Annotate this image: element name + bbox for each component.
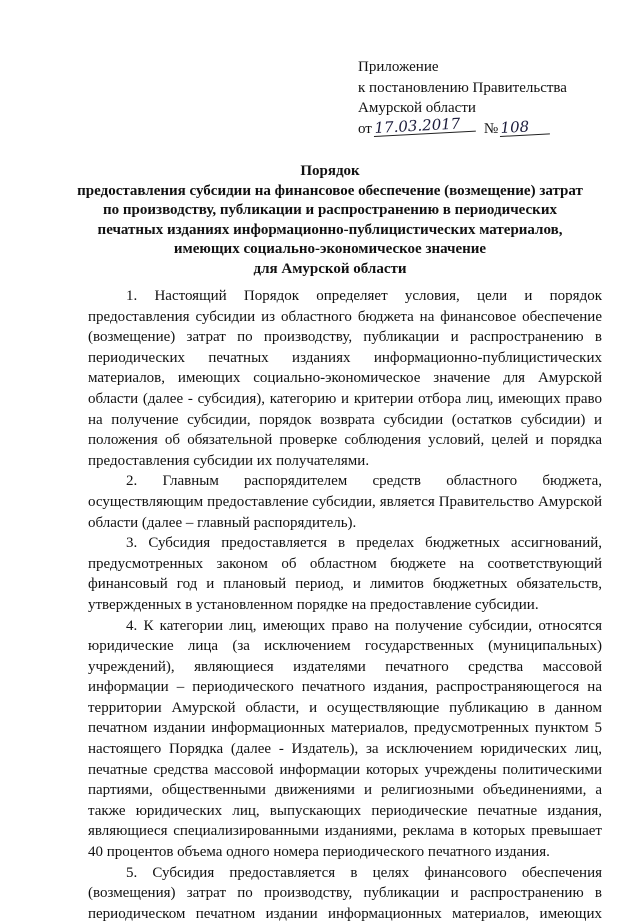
handwritten-number: 108 [499,117,550,137]
handwritten-date: 17.03.2017 [373,114,476,136]
title-line-2: по производству, публикации и распространению в периодических [103,202,557,218]
paragraph-4: 4. К категории лиц, имеющих право на получение субсидии, относятся юридические лица (за исключением государственных (муниципальных) учреждений), являющиеся издателями печатного средства массовой информации – периодического печатного издания, распространяющегося на территории Амурской области, и осуществляющие публикацию в данном печатном издании информационных материалов, предусмотренных пунктом 5 настоящего Порядка (далее - Издатель), за исключением юридических лиц, печатные средства массовой информации которых учреждены политическими партиями, общественными движениями и религиозными объединениями, а также юридических лиц, выпускающих периодические печатные издания, являющиеся специализированными изданиями, реклама в которых превышает 40 процентов объема одного номера периодического печатного издания. [88,617,602,861]
title-heading: Порядок [300,163,360,179]
paragraph-5: 5. Субсидия предоставляется в целях финансового обеспечения (возмещения) затрат по производству, публикации и распространению в периодическом печатном издании информационных материалов, имеющих [88,864,602,922]
annex-header [358,57,618,139]
annex-label: Приложение [358,59,439,75]
number-prefix: № [483,120,499,137]
document-title [60,162,600,279]
title-line-3: печатных изданиях информационно-публицистических материалов, [97,221,563,238]
title-line-1: предоставления субсидии на финансовое обеспечение (возмещение) затрат [77,182,583,199]
title-line-5: для Амурской области [253,260,407,277]
paragraph-1: 1. Настоящий Порядок определяет условия, цели и порядок предоставления субсидии из областного бюджета на финансовое обеспечение (возмещение) затрат по производству, публикации и распространению в периодических печатных изданиях информационно-публицистических материалов, имеющих социально-экономическое значение для Амурской области (далее - субсидия), категорию и критерии отбора лиц, имеющих право на получение субсидии, порядок возврата субсидии (остатков субсидии) и положения об обязательной проверке соблюдения условий, целей и порядка предоставления субсидии их получателями. [88,288,602,469]
paragraph-3: 3. Субсидия предоставляется в пределах бюджетных ассигнований, предусмотренных законом об областном бюджете на соответствующий финансовый год и плановый период, и лимитов бюджетных обязательств, утвержденных в установленном порядке на предоставление субсидии. [88,535,602,613]
document-body [88,286,602,924]
date-prefix: от [358,120,372,137]
annex-resolution-ref: к постановлению Правительства [358,79,567,96]
annex-region: Амурской области [358,100,476,116]
paragraph-2: 2. Главным распорядителем средств областного бюджета, осуществляющим предоставление субсидии, является Правительство Амурской области (далее – главный распорядитель). [88,473,602,531]
title-line-4: имеющих социально-экономическое значение [173,241,487,257]
annex-date-number-line [358,113,618,140]
